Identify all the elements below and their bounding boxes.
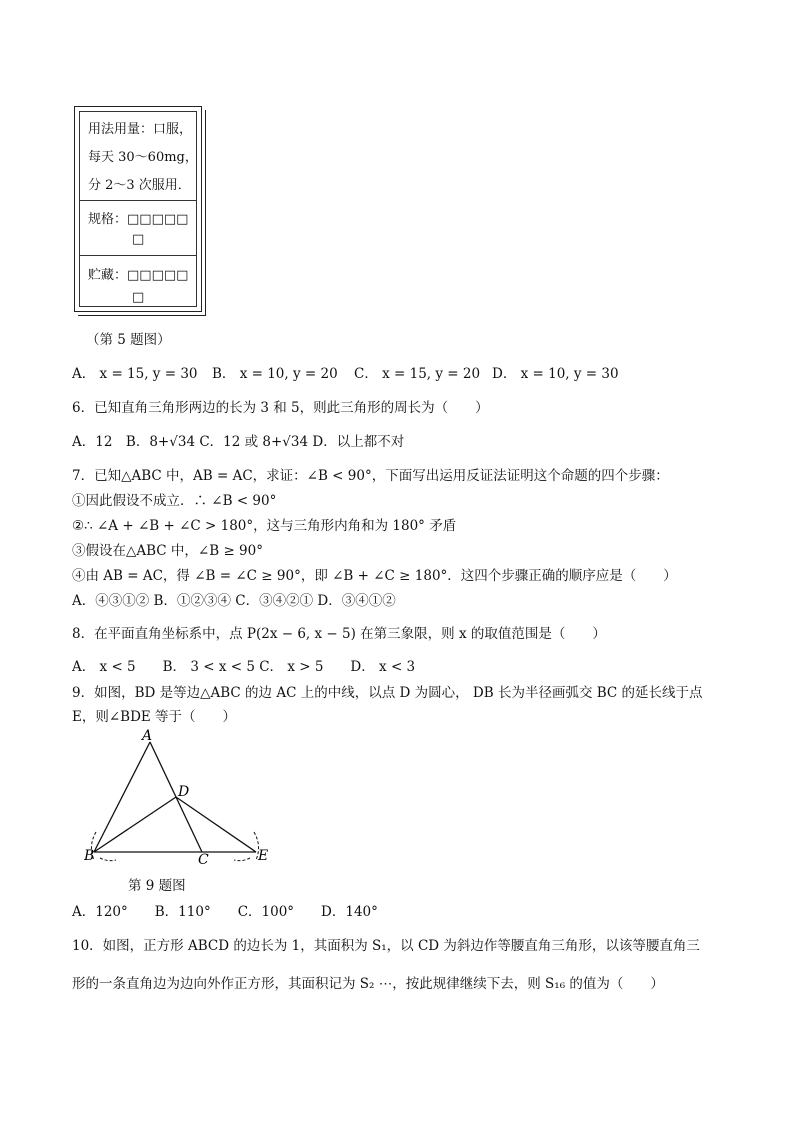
label-usage-line2: 每天 30～60mg， [88, 150, 198, 165]
segment-de [176, 797, 256, 852]
segment-ab [94, 742, 150, 852]
q9-options: A．120° B．110° C．100° D．140° [72, 904, 378, 920]
figure-9-triangle [80, 728, 280, 868]
label-storage-line2: □ [132, 290, 145, 305]
q9-stem-line2: E，则∠BDE 等于（ ） [72, 709, 237, 725]
point-label-b: B [84, 848, 95, 864]
point-label-c: C [198, 852, 209, 868]
arc-mark-e-lower [234, 858, 250, 861]
label-divider [80, 255, 196, 256]
q10-stem-line2: 形的一条直角边为边向外作正方形，其面积记为 S₂ ⋯，按此规律继续下去，则 S₁₆ 的值为（ ） [72, 976, 664, 992]
q7-step-3: ③假设在△ABC 中，∠B ≥ 90° [72, 543, 263, 559]
label-storage-line1: 贮藏：□□□□□ [88, 268, 189, 283]
q8-stem: 8．在平面直角坐标系中，点 P(2x − 6, x − 5) 在第三象限，则 x 的取值范围是（ ） [72, 626, 606, 642]
q5-option-b: B． x = 10, y = 20 [212, 366, 338, 382]
q8-options: A． x < 5 B． 3 < x < 5 C． x > 5 D． x < 3 [72, 659, 416, 675]
label-usage-line3: 分 2～3 次服用． [88, 178, 191, 193]
q7-step-1: ①因此假设不成立．∴ ∠B < 90° [72, 493, 277, 509]
label-spec-line1: 规格：□□□□□ [88, 212, 189, 227]
q10-stem-line1: 10．如图，正方形 ABCD 的边长为 1，其面积为 S₁，以 CD 为斜边作等腰直角三角形，以该等腰直角三 [72, 938, 700, 954]
figure-5-caption: （第 5 题图） [86, 332, 171, 348]
point-label-e: E [258, 848, 269, 864]
q9-stem-line1: 9．如图，BD 是等边△ABC 的边 AC 上的中线，以点 D 为圆心， DB 长为半径画弧交 BC 的延长线于点 [72, 685, 703, 701]
q7-stem: 7．已知△ABC 中，AB = AC，求证：∠B < 90°，下面写出运用反证法证明这个命题的四个步骤： [72, 468, 669, 484]
point-label-a: A [142, 728, 153, 744]
point-label-d: D [178, 784, 190, 800]
q5-option-c: C． x = 15, y = 20 [354, 366, 481, 382]
q6-stem: 6．已知直角三角形两边的长为 3 和 5，则此三角形的周长为（ ） [72, 400, 489, 416]
q6-options: A．12 B．8+√34 C．12 或 8+√34 D．以上都不对 [72, 434, 405, 450]
label-spec-line2: □ [132, 232, 145, 247]
q5-option-d: D． x = 10, y = 30 [492, 366, 619, 382]
q5-option-a: A． x = 15, y = 30 [72, 366, 198, 382]
segment-bd [94, 797, 176, 852]
label-usage-line1: 用法用量：口服， [88, 122, 193, 137]
label-divider [80, 200, 196, 201]
drug-label-inner-frame [79, 111, 197, 307]
q7-step-2: ②∴ ∠A + ∠B + ∠C > 180°，这与三角形内角和为 180° 矛盾 [72, 518, 457, 534]
figure-9-caption: 第 9 题图 [128, 878, 186, 894]
arc-mark-b-lower [100, 858, 116, 861]
drug-label-figure [74, 106, 202, 312]
q7-step-4: ④由 AB = AC，得 ∠B = ∠C ≥ 90°，即 ∠B + ∠C ≥ 180°．这四个步骤正确的顺序应是（ ） [72, 568, 677, 584]
q7-options: A．④③①② B．①②③④ C．③④②① D．③④①② [72, 593, 396, 609]
